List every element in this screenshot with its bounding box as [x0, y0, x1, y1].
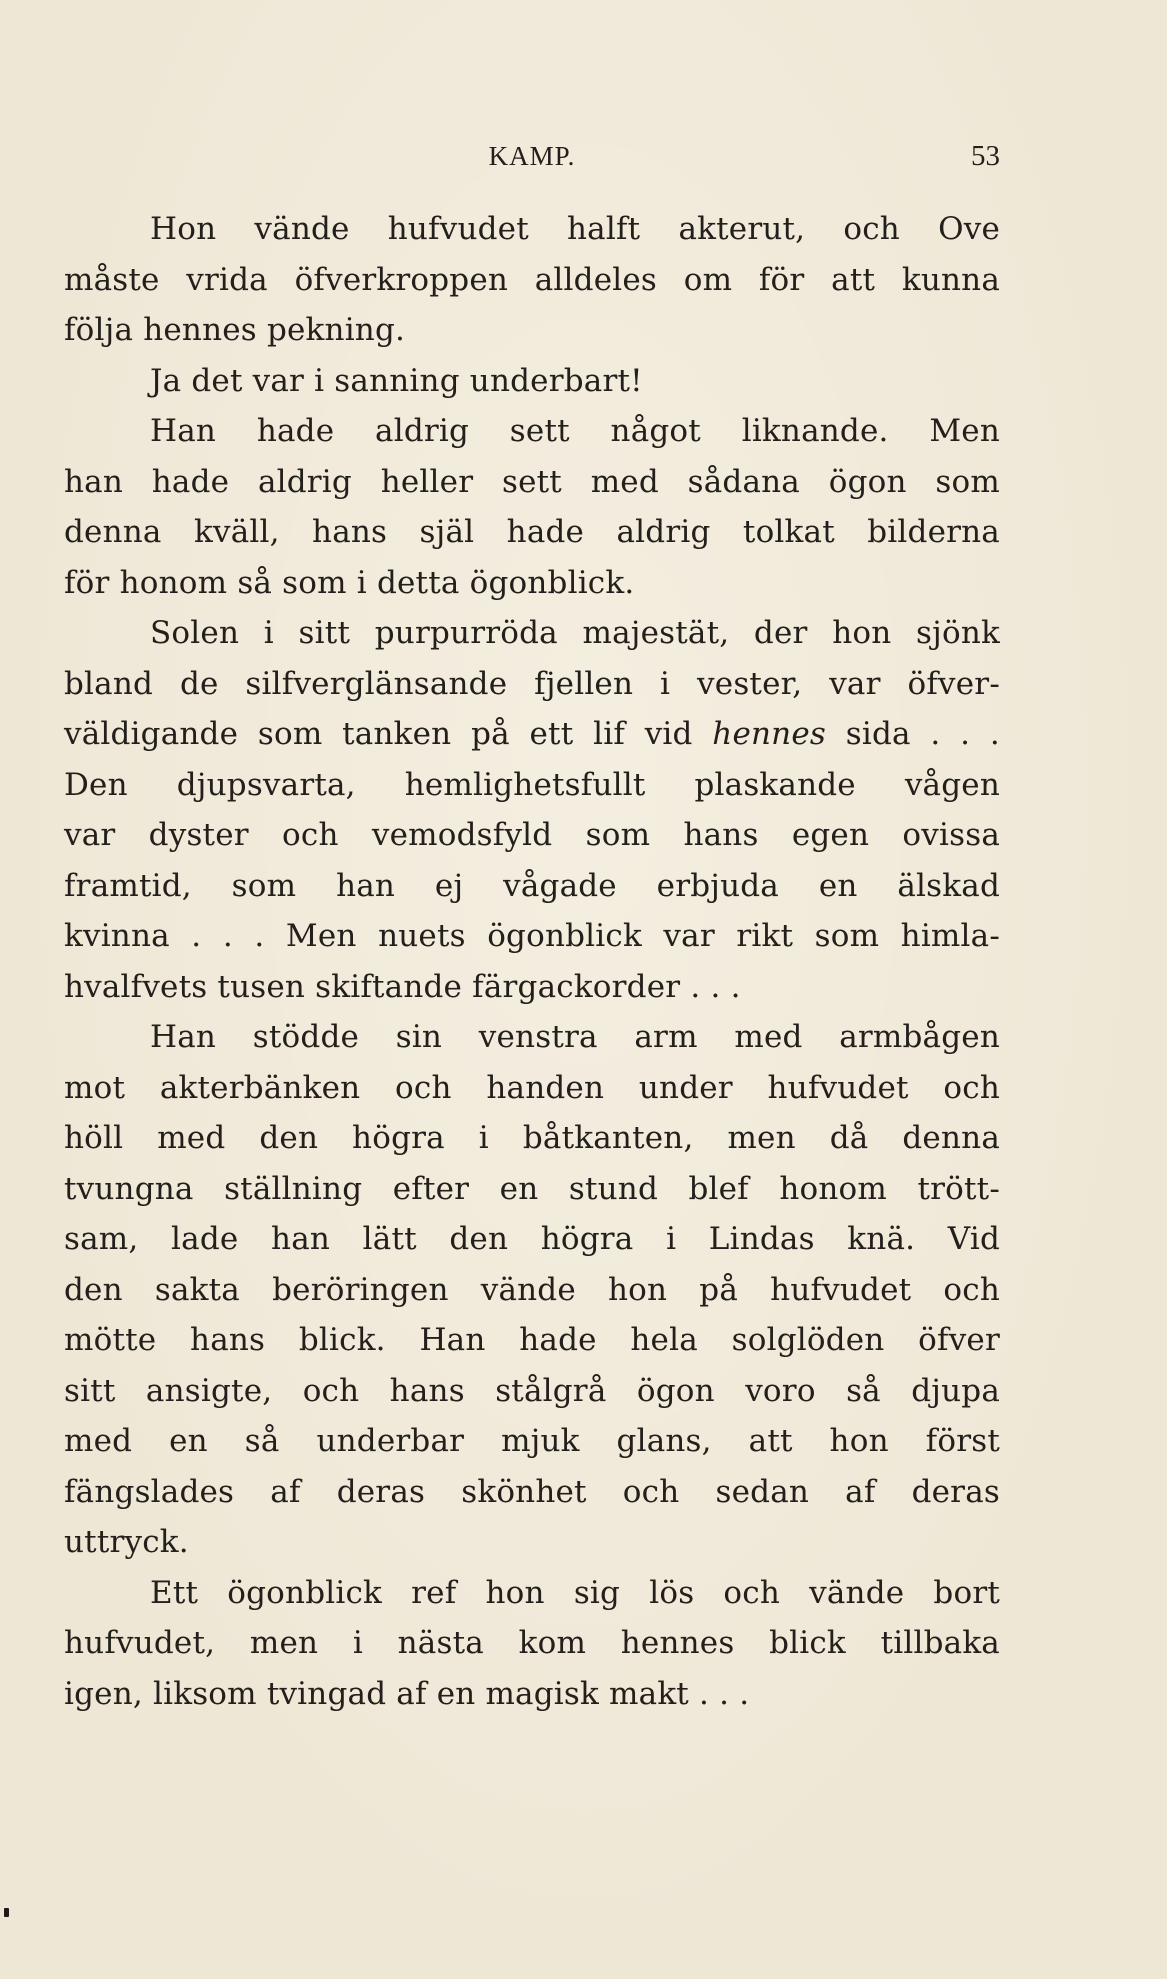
text-segment: sida . . . — [845, 716, 1000, 752]
body-text — [64, 204, 1000, 1719]
paragraph — [64, 204, 1000, 356]
text-line: mot akterbänken och handen under hufvudet och — [64, 1069, 1000, 1106]
text-line: kvinna . . . Men nuets ögonblick var rikt som himla- — [64, 918, 1000, 954]
paragraph — [64, 406, 1000, 608]
page-number: 53 — [971, 140, 1000, 172]
text-line: framtid, som han ej vågade erbjuda en älskad — [64, 867, 1000, 904]
text-line: tvungna ställning efter en stund blef honom trött- — [64, 1170, 1000, 1207]
text-line: var dyster och vemodsfyld som hans egen ovissa — [64, 817, 1000, 853]
text-line: Han hade aldrig sett något liknande. Men — [150, 413, 1000, 449]
text-line: Ja det var i sanning underbart! — [150, 362, 643, 399]
text-line: måste vrida öfverkroppen alldeles om för att kunna — [64, 261, 1000, 298]
text-line: för honom så som i detta ögonblick. — [64, 564, 635, 601]
scan-speck — [4, 1908, 9, 1917]
running-title: KAMP. — [488, 141, 576, 171]
text-line: Han stödde sin venstra arm med armbågen — [150, 1019, 1000, 1055]
text-line: denna kväll, hans själ hade aldrig tolkat bilderna — [64, 514, 1000, 550]
text-line: bland de silfverglänsande fjellen i vester, var öfver- — [64, 665, 1000, 702]
text-segment: väldigande som tanken på ett lif vid — [64, 716, 693, 752]
text-line: Ett ögonblick ref hon sig lös och vände bort — [150, 1574, 1000, 1611]
text-line: med en så underbar mjuk glans, att hon först — [64, 1423, 1000, 1459]
text-line: sitt ansigte, och hans stålgrå ögon voro så djupa — [64, 1372, 1000, 1409]
text-line: Den djupsvarta, hemlighetsfullt plaskande vågen — [64, 766, 1000, 803]
text-line: höll med den högra i båtkanten, men då denna — [64, 1120, 1000, 1156]
paragraph — [64, 1568, 1000, 1720]
text-line: hufvudet, men i nästa kom hennes blick tillbaka — [64, 1625, 1000, 1661]
text-line: mötte hans blick. Han hade hela solglöden öfver — [64, 1322, 1000, 1358]
text-line: han hade aldrig heller sett med sådana ögon som — [64, 463, 1000, 500]
text-line: följa hennes pekning. — [64, 312, 406, 348]
emphasized-word: hennes — [712, 716, 826, 752]
text-line: Hon vände hufvudet halft akterut, och Ove — [150, 211, 1000, 247]
text-line: Solen i sitt purpurröda majestät, der hon sjönk — [150, 615, 1000, 651]
text-line: den sakta beröringen vände hon på hufvudet och — [64, 1271, 1000, 1308]
text-line: fängslades af deras skönhet och sedan af deras — [64, 1473, 1000, 1510]
paragraph — [64, 1012, 1000, 1568]
running-header — [64, 136, 1000, 176]
text-line — [64, 709, 1000, 760]
paragraph — [64, 608, 1000, 1012]
text-line: uttryck. — [64, 1524, 189, 1560]
paragraph — [64, 356, 1000, 407]
text-line: hvalfvets tusen skiftande färgackorder . . . — [64, 968, 741, 1005]
text-line: sam, lade han lätt den högra i Lindas knä. Vid — [64, 1221, 1000, 1257]
text-line: igen, liksom tvingad af en magisk makt . . . — [64, 1675, 750, 1712]
